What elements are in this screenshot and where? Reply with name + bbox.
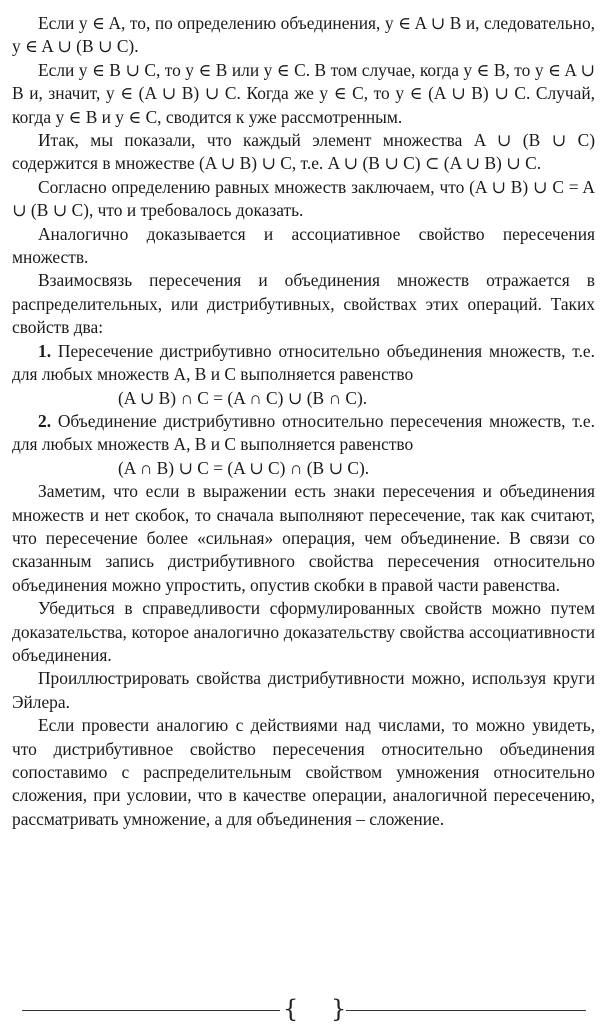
footer-rule-left — [22, 1010, 280, 1011]
property-number-1: 1. — [38, 340, 52, 361]
formula-1: (A ∪ B) ∩ C = (A ∩ C) ∪ (B ∩ C). — [118, 387, 368, 408]
paragraph-3: Итак, мы показали, что каждый элемент множества A ∪ (B ∪ C) содержится в множестве (A ∪ B) ∪ C, т.е. A ∪ (B ∪ C) ⊂ (A ∪ B) ∪ C. — [12, 130, 595, 174]
paragraph-7: Заметим, что если в выражении есть знаки пересечения и объединения множеств и нет скобок, то сначала выполняют пересечение, так как считают, что пересечение более «сильная» операция, чем объединение. В связи со сказанным запись дистрибутивного свойства пересечения относительно объединения можно упростить, опустив скобки в правой части равенства. — [12, 481, 595, 595]
paragraph-6: Взаимосвязь пересечения и объединения множеств отражается в распределительных, или дистрибутивных, свойствах этих операций. Таких свойств два: — [12, 270, 595, 338]
formula-2: (A ∩ B) ∪ C = (A ∪ C) ∩ (B ∪ C). — [118, 457, 370, 478]
numbered-property-2 — [12, 410, 595, 457]
paragraph-9: Проиллюстрировать свойства дистрибутивности можно, используя круги Эйлера. — [12, 668, 595, 712]
property-text-1: Пересечение дистрибутивно относительно объединения множеств, т.е. для любых множеств A, B и C выполняется равенство — [12, 340, 595, 385]
property-text-2: Объединение дистрибутивно относительно пересечения множеств, т.е. для любых множеств A, B и C выполняется равенство — [12, 410, 595, 455]
paragraph-10: Если провести аналогию с действиями над числами, то можно увидеть, что дистрибутивное свойство пересечения относительно объединения сопоставимо с распределительным свойством умножения относительно сложения, при условии, что в качестве операции, аналогичной пересечению, рассматривать умножение, а для объединения – сложение. — [12, 715, 595, 829]
paragraph-4: Согласно определению равных множеств заключаем, что (A ∪ B) ∪ C = A ∪ (B ∪ C), что и требовалось доказать. — [12, 176, 595, 221]
footer-left-brace: { — [283, 995, 299, 1023]
paragraph-5: Аналогично доказывается и ассоциативное свойство пересечения множеств. — [12, 223, 595, 268]
footer-right-brace: } — [331, 995, 347, 1023]
numbered-property-1 — [12, 340, 595, 387]
page-body — [12, 12, 595, 831]
paragraph-2: Если y ∈ B ∪ C, то y ∈ B или y ∈ C. В том случае, когда y ∈ B, то y ∈ A ∪ B и, значит, y ∈ (A ∪ B) ∪ C. Когда же y ∈ C, то y ∈ (A ∪ B) ∪ C. Случай, когда y ∈ B и y ∈ C, сводится к уже рассмотренным. — [12, 59, 595, 127]
footer-rule-right — [346, 1010, 586, 1011]
paragraph-1: Если y ∈ A, то, по определению объединения, y ∈ A ∪ B и, следовательно, y ∈ A ∪ (B ∪ C). — [12, 13, 595, 57]
paragraph-8: Убедиться в справедливости сформулированных свойств можно путем доказательства, которое аналогично доказательству свойства ассоциативности объединения. — [12, 598, 595, 665]
property-number-2: 2. — [38, 410, 52, 431]
page-footer — [0, 995, 607, 1025]
